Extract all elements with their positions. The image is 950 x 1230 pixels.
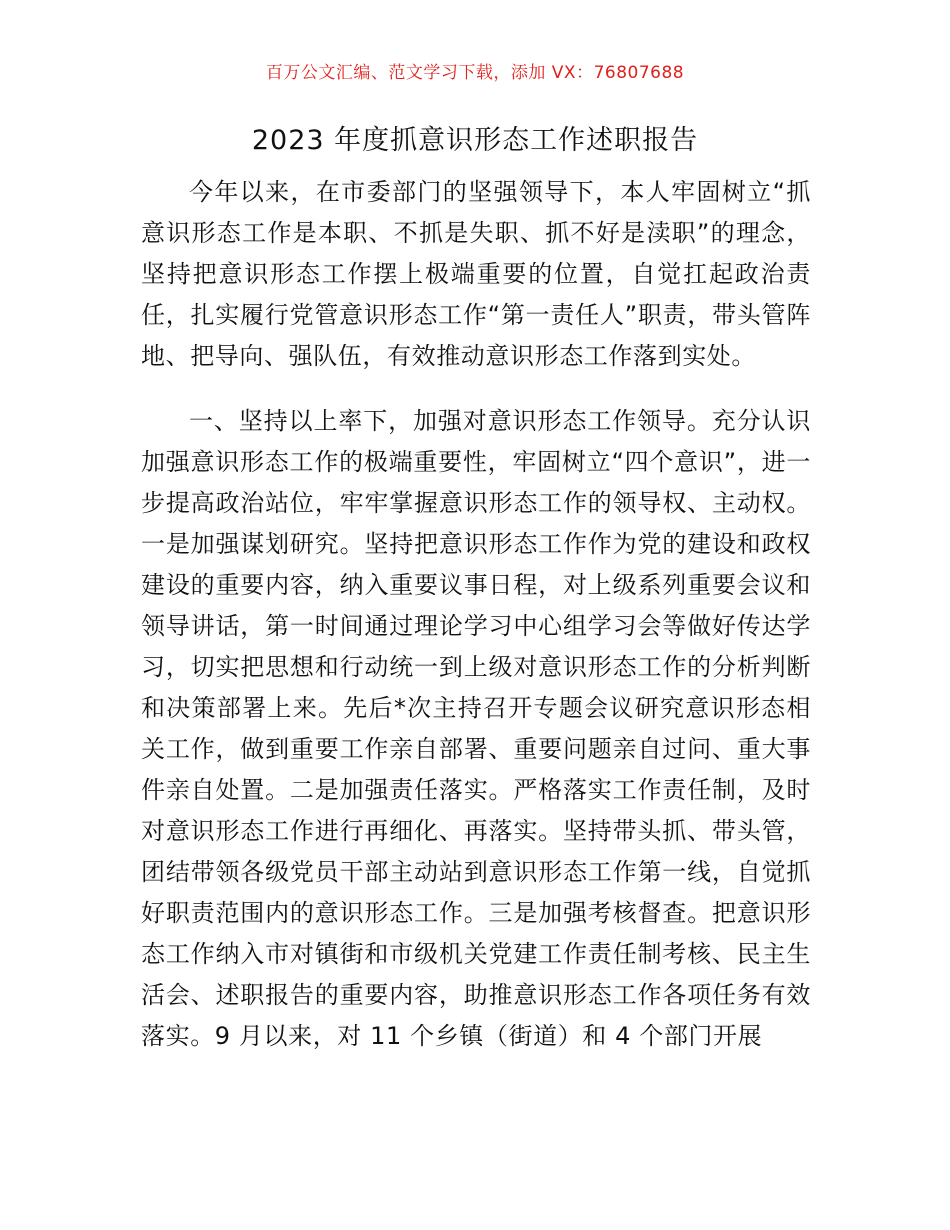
paragraph-intro: 今年以来，在市委部门的坚强领导下，本人牢固树立“抓意识形态工作是本职、不抓是失职、抓不好是渎职”的理念，坚持把意识形态工作摆上极端重要的位置，自觉扛起政治责任，扎实履行党管意识形态工作“第一责任人”职责，带头管阵地、把导向、强队伍，有效推动意识形态工作落到实处。 [141, 178, 811, 370]
document-title: 2023 年度抓意识形态工作述职报告 [251, 125, 699, 156]
paragraph-section-one: 一、坚持以上率下，加强对意识形态工作领导。充分认识加强意识形态工作的极端重要性，牢固树立“四个意识”，进一步提高政治站位，牢牢掌握意识形态工作的领导权、主动权。一是加强谋划研究。坚持把意识形态工作作为党的建设和政权建设的重要内容，纳入重要议事日程，对上级系列重要会议和领导讲话，第一时间通过理论学习中心组学习会等做好传达学习，切实把思想和行动统一到上级对意识形态工作的分析判断和决策部署上来。先后*次主持召开专题会议研究意识形态相关工作，做到重要工作亲自部署、重要问题亲自过问、重大事件亲自处置。二是加强责任落实。严格落实工作责任制，及时对意识形态工作进行再细化、再落实。坚持带头抓、带头管，团结带领各级党员干部主动站到意识形态工作第一线，自觉抓好职责范围内的意识形态工作。三是加强考核督查。把意识形态工作纳入市对镇街和市级机关党建工作责任制考核、民主生活会、述职报告的重要内容，助推意识形态工作各项任务有效落实。9 月以来，对 11 个乡镇（街道）和 4 个部门开展 [141, 407, 811, 1050]
document-body [141, 172, 811, 1057]
header-watermark-note: 百万公文汇编、范文学习下载，添加 VX：76807688 [265, 63, 685, 83]
